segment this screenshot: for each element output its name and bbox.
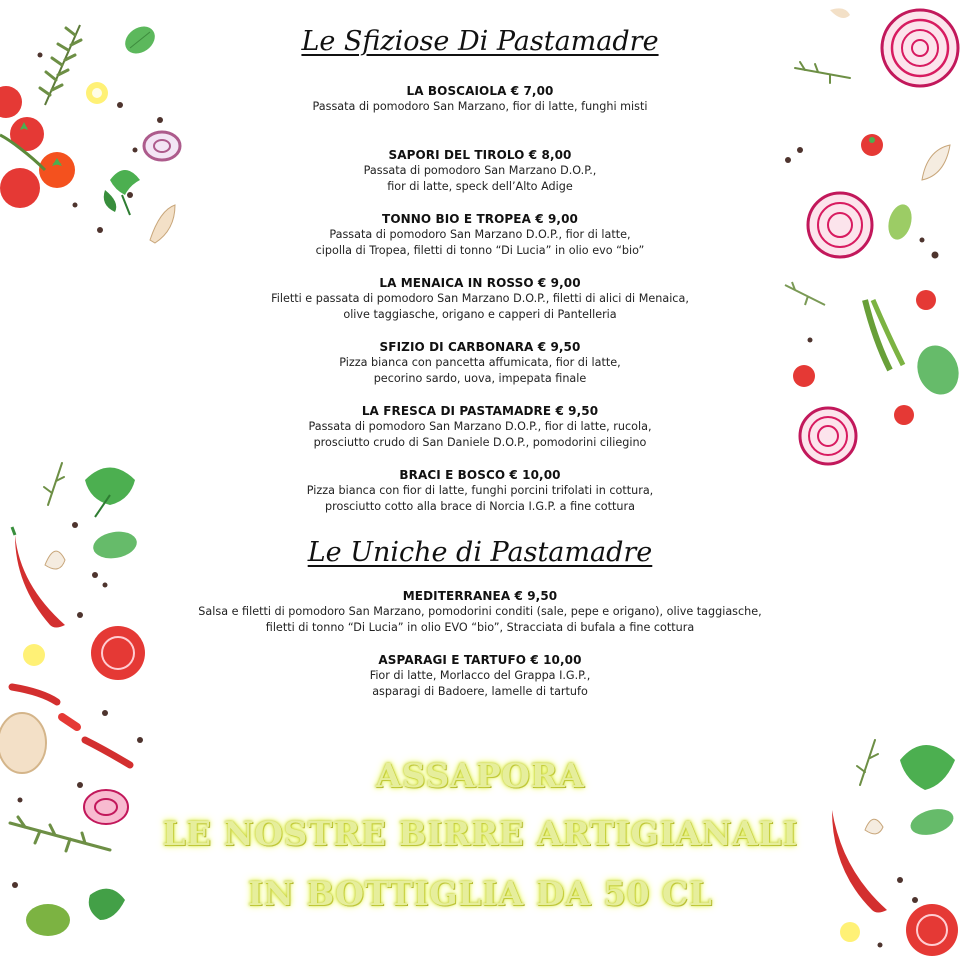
yellow-pepper-icon	[840, 922, 860, 942]
onion-ring-icon	[808, 193, 872, 257]
tomato-icon	[91, 626, 145, 680]
basil-leaf-icon	[911, 340, 960, 401]
menu-item-name: SFIZIO DI CARBONARA € 9,50	[379, 340, 581, 354]
promo-line-1: ASSAPORA	[375, 756, 585, 795]
parsley-icon	[85, 468, 135, 518]
tomato-icon	[861, 134, 883, 156]
menu-item-name: SAPORI DEL TIROLO € 8,00	[388, 148, 572, 162]
menu-item-description: Passata di pomodoro San Marzano D.O.P., fior di latte, rucola,	[308, 420, 652, 433]
menu-item	[180, 147, 780, 197]
parsley-icon	[104, 170, 140, 215]
rosemary-icon	[44, 463, 64, 505]
menu-item	[180, 339, 780, 389]
menu-item-name: ASPARAGI E TARTUFO € 10,00	[378, 653, 582, 667]
menu-item-name: LA FRESCA DI PASTAMADRE € 9,50	[361, 404, 599, 418]
menu-item-description: Pizza bianca con pancetta affumicata, fior di latte,	[339, 356, 621, 369]
menu-item-description: Passata di pomodoro San Marzano, fior di latte, funghi misti	[312, 100, 648, 113]
menu-item-description: cipolla di Tropea, filetti di tonno “Di Lucia” in olio evo “bio”	[315, 244, 645, 257]
garlic-icon	[150, 205, 175, 243]
yellow-pepper-icon	[23, 644, 45, 666]
asparagus-icon	[865, 300, 903, 370]
section-title-sfiziose	[0, 26, 960, 57]
menu-item	[180, 275, 780, 325]
onion-ring-icon	[144, 132, 180, 160]
menu-item-name: BRACI E BOSCO € 10,00	[399, 468, 561, 482]
rosemary-icon	[795, 62, 850, 83]
garlic-icon	[922, 145, 950, 180]
basil-leaf-icon	[885, 202, 916, 242]
garlic-icon	[830, 8, 850, 18]
tomato-icon	[0, 86, 75, 208]
menu-list-sfiziose	[180, 83, 780, 531]
section-title-text: Le Sfiziose Di Pastamadre	[301, 26, 659, 57]
menu-item-description: Passata di pomodoro San Marzano D.O.P., fior di latte,	[329, 228, 631, 241]
onion-ring-icon	[800, 408, 856, 464]
vegetables-top-right-decoration	[770, 0, 960, 470]
menu-item-name: TONNO BIO E TROPEA € 9,00	[382, 212, 578, 226]
menu-item-description: Pizza bianca con fior di latte, funghi porcini trifolati in cottura,	[306, 484, 654, 497]
menu-item	[180, 588, 780, 638]
menu-item-description: fior di latte, speck dell’Alto Adige	[387, 180, 573, 193]
menu-item-description: Filetti e passata di pomodoro San Marzano D.O.P., filetti di alici di Menaica,	[271, 292, 689, 305]
tomato-icon	[916, 290, 936, 310]
menu-item	[180, 83, 780, 133]
promo-line-3: IN BOTTIGLIA DA 50 CL	[247, 874, 713, 913]
menu-item-description: prosciutto cotto alla brace di Norcia I.G.P. a fine cottura	[325, 500, 635, 513]
menu-item-name: LA BOSCAIOLA € 7,00	[406, 84, 554, 98]
menu-item-description: Passata di pomodoro San Marzano D.O.P.,	[363, 164, 597, 177]
section-title-uniche	[0, 537, 960, 568]
menu-item-description: Salsa e filetti di pomodoro San Marzano, pomodorini conditi (sale, pepe e origano), olive taggiasche,	[198, 605, 762, 618]
promo-line-2: LE NOSTRE BIRRE ARTIGIANALI	[162, 814, 798, 853]
menu-item	[180, 652, 780, 702]
menu-item	[180, 211, 780, 261]
rosemary-icon	[785, 282, 825, 305]
menu-item-description: filetti di tonno “Di Lucia” in olio EVO “bio”, Stracciata di bufala a fine cottura	[265, 621, 695, 634]
menu-list-uniche	[180, 588, 780, 716]
menu-item-description: asparagi di Badoere, lamelle di tartufo	[372, 685, 588, 698]
menu-item	[180, 467, 780, 517]
menu-item-name: LA MENAICA IN ROSSO € 9,00	[379, 276, 581, 290]
menu-item-description: pecorino sardo, uova, impepata finale	[373, 372, 587, 385]
menu-item-description: olive taggiasche, origano e capperi di Pantelleria	[343, 308, 617, 321]
menu-item-name: MEDITERRANEA € 9,50	[402, 589, 558, 603]
section-title-text: Le Uniche di Pastamadre	[307, 537, 653, 568]
menu-item-description: Fior di latte, Morlacco del Grappa I.G.P.,	[369, 669, 591, 682]
yellow-pepper-icon	[86, 82, 108, 104]
menu-item	[180, 403, 780, 453]
menu-item-description: prosciutto crudo di San Daniele D.O.P., pomodorini ciliegino	[313, 436, 647, 449]
